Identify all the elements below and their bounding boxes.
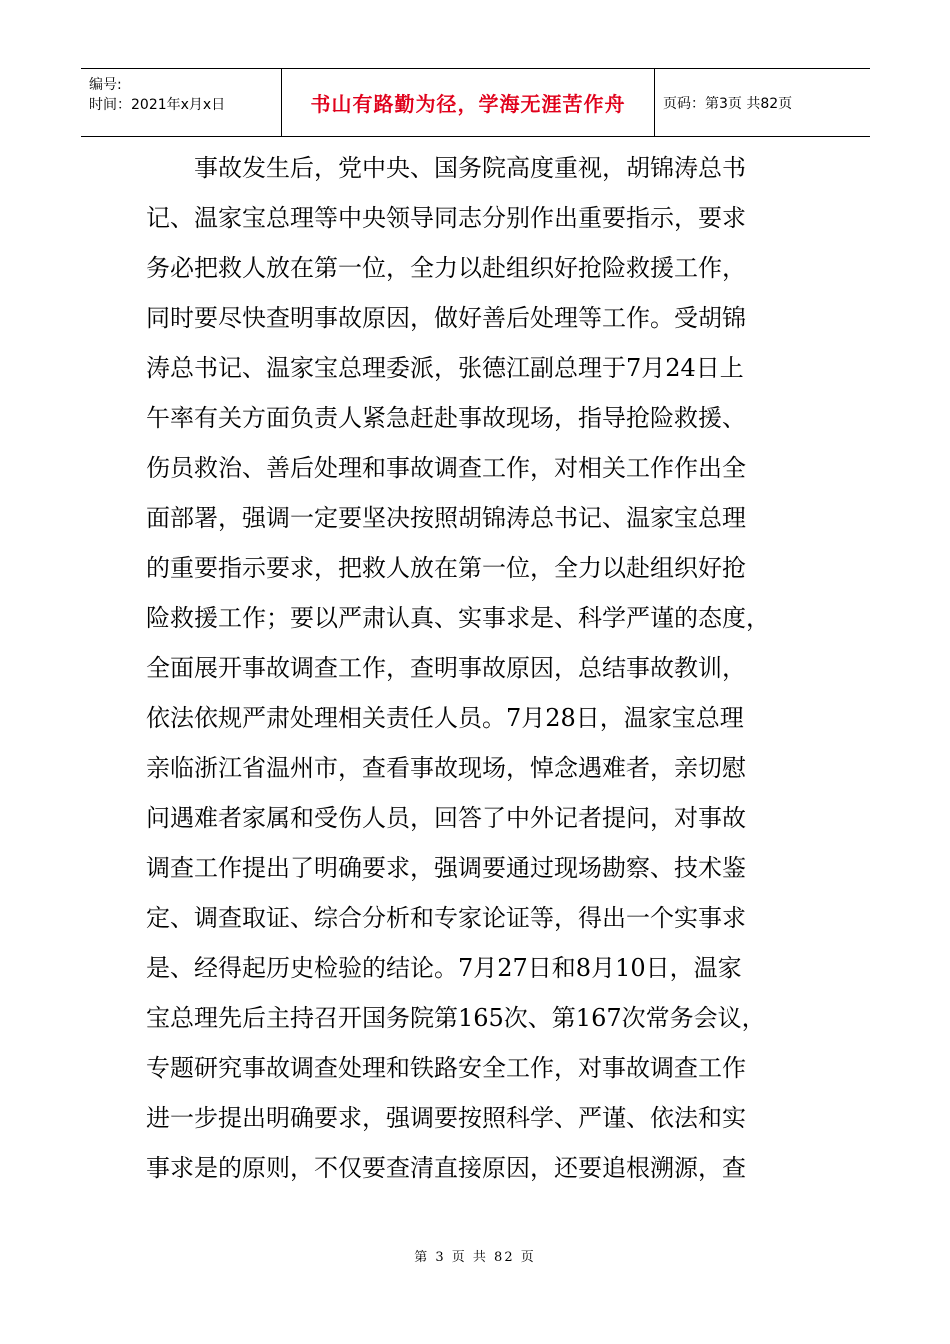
- header-motto: 书山有路勤为径，学海无涯苦作舟: [282, 69, 655, 136]
- text-line: 事求是的原则，不仅要查清直接原因，还要追根溯源，查: [146, 1154, 746, 1182]
- text-line: 依法依规严肃处理相关责任人员。7月28日，温家宝总理: [146, 704, 744, 732]
- document-time-label: 时间：2021年x月x日: [89, 97, 226, 113]
- text-line: 务必把救人放在第一位，全力以赴组织好抢险救援工作，: [146, 254, 746, 282]
- text-line: 宝总理先后主持召开国务院第165次、第167次常务会议，: [146, 1004, 766, 1032]
- page-footer: 第 3 页 共 82 页: [414, 1250, 536, 1265]
- text-line: 调查工作提出了明确要求，强调要通过现场勘察、技术鉴: [146, 854, 746, 882]
- header-page-code: 页码：第3页 共82页: [663, 95, 793, 112]
- text-line: 的重要指示要求，把救人放在第一位，全力以赴组织好抢: [146, 554, 746, 582]
- text-line: 伤员救治、善后处理和事故调查工作，对相关工作作出全: [146, 454, 746, 482]
- text-line: 专题研究事故调查处理和铁路安全工作，对事故调查工作: [146, 1054, 746, 1082]
- header-meta: [81, 69, 282, 136]
- text-line: 险救援工作；要以严肃认真、实事求是、科学严谨的态度，: [146, 604, 770, 632]
- text-line: 同时要尽快查明事故原因，做好善后处理等工作。受胡锦: [146, 304, 746, 332]
- document-body: [146, 143, 806, 1193]
- text-line: 是、经得起历史检验的结论。7月27日和8月10日，温家: [146, 954, 742, 982]
- text-line: 亲临浙江省温州市，查看事故现场，悼念遇难者，亲切慰: [146, 754, 746, 782]
- page-header: [81, 68, 870, 137]
- text-line: 事故发生后，党中央、国务院高度重视，胡锦涛总书: [146, 154, 746, 182]
- text-line: 全面展开事故调查工作，查明事故原因，总结事故教训，: [146, 654, 746, 682]
- text-line: 涛总书记、温家宝总理委派，张德江副总理于7月24日上: [146, 354, 744, 382]
- text-line: 面部署，强调一定要坚决按照胡锦涛总书记、温家宝总理: [146, 504, 746, 532]
- text-line: 定、调查取证、综合分析和专家论证等，得出一个实事求: [146, 904, 746, 932]
- text-line: 午率有关方面负责人紧急赶赴事故现场，指导抢险救援、: [146, 404, 746, 432]
- text-line: 进一步提出明确要求，强调要按照科学、严谨、依法和实: [146, 1104, 746, 1132]
- document-number-label: 编号:: [89, 77, 122, 93]
- text-line: 记、温家宝总理等中央领导同志分别作出重要指示，要求: [146, 204, 746, 232]
- text-line: 问遇难者家属和受伤人员，回答了中外记者提问，对事故: [146, 804, 746, 832]
